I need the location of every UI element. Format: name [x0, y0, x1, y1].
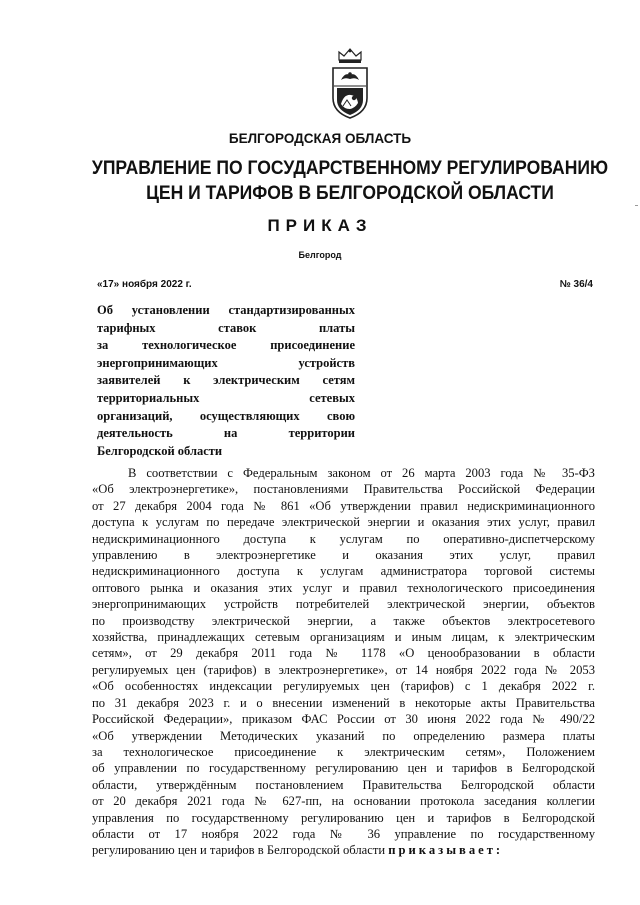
order-title-line: заявителей к электрическим сетям [97, 373, 355, 388]
orders-keyword: приказывает: [388, 843, 504, 858]
preamble-line: «Об особенностях индексации регулируемых цен (тарифов) с 1 декабря 2022 г. [92, 679, 595, 694]
order-number: № 36/4 [559, 279, 593, 290]
preamble-line: области, утверждённым постановлением Правительства Белгородской области [92, 777, 595, 792]
preamble-line: области от 17 ноября 2022 года № 36 управление по государственному [92, 826, 595, 841]
preamble-line: недискриминационного доступа к услугам администратора торговой системы [92, 564, 595, 579]
order-title-line: Об установлении стандартизированных [97, 303, 355, 317]
order-title [97, 302, 355, 460]
preamble-line: хозяйства, принадлежащих сетевым организациям и иным лицам, к электрическим [92, 630, 595, 645]
order-title-line: Белгородской области [97, 443, 223, 458]
preamble-line: об управлении по государственному регулированию цен и тарифов в Белгородской [92, 761, 595, 776]
preamble-line: от 20 декабря 2021 года № 627-пп, на основании протокола заседания коллегии [92, 794, 595, 809]
preamble-line: управлению в электроэнергетике и оказания этих услуг, правил [92, 548, 595, 563]
agency-name-line: ЦЕН И ТАРИФОВ В БЕЛГОРОДСКОЙ ОБЛАСТИ [146, 182, 554, 204]
preamble-line: оптового рынка и оказания этих услуг и правил технологического присоединения [92, 580, 595, 595]
order-title-line: территориальных сетевых [97, 390, 355, 405]
order-title-line: тарифных ставок платы [97, 320, 355, 335]
preamble-line: недискриминационного доступа к услугам по оперативно-диспетчерскому [92, 531, 595, 546]
preamble-final-line [92, 842, 595, 858]
order-preamble [92, 465, 595, 859]
preamble-line: «Об утверждении Методических указаний по определению размера платы [92, 728, 595, 743]
preamble-line: В соответствии с Федеральным законом от 26 марта 2003 года № 35-ФЗ [128, 466, 595, 480]
preamble-line: регулируемых цен (тарифов) в электроэнергетике», от 14 ноября 2022 года № 2053 [92, 662, 595, 677]
agency-name-line: УПРАВЛЕНИЕ ПО ГОСУДАРСТВЕННОМУ РЕГУЛИРОВАНИЮ [91, 157, 609, 179]
preamble-line: по производству электрической энергии, а также объектов электросетевого [92, 613, 595, 628]
preamble-line: доступа к услугам по передаче электрической энергии и оказания этих услуг, правил [92, 515, 595, 530]
order-title-line: за технологическое присоединение [97, 338, 355, 353]
order-date: «17» ноября 2022 г. [97, 279, 192, 290]
preamble-line: Российской Федерации», приказом ФАС России от 30 июня 2022 года № 490/22 [92, 712, 595, 727]
scan-edge-mark [635, 205, 638, 206]
preamble-line: сетям», от 29 декабря 2011 года № 1178 «О ценообразовании в области [92, 646, 595, 661]
preamble-line: «Об электроэнергетике», постановлениями Правительства Российской Федерации [92, 482, 595, 497]
agency-name [89, 156, 611, 206]
order-title-line: деятельность на территории [97, 426, 355, 441]
preamble-line: энергопринимающих устройств потребителей электрической энергии, объектов [92, 597, 595, 612]
preamble-line: управления по государственному регулированию цен и тарифов в Белгородской [92, 810, 595, 825]
order-title-line: организаций, осуществляющих свою [97, 408, 355, 423]
belgorod-coat-of-arms-icon [329, 48, 371, 120]
preamble-line: регулированию цен и тарифов в Белгородской области [92, 843, 386, 858]
city-name: Белгород [298, 250, 342, 260]
preamble-line: по 31 декабря 2023 г. и о внесении изменений в некоторые акты Правительства [92, 695, 595, 710]
document-type: ПРИКАЗ [267, 216, 373, 235]
preamble-line: за технологическое присоединение к электрическим сетям», Положением [92, 744, 595, 759]
region-name: БЕЛГОРОДСКАЯ ОБЛАСТЬ [228, 131, 412, 146]
order-title-line: энергопринимающих устройств [97, 355, 355, 370]
preamble-line: от 27 декабря 2004 года № 861 «Об утверждении правил недискриминационного [92, 498, 595, 513]
